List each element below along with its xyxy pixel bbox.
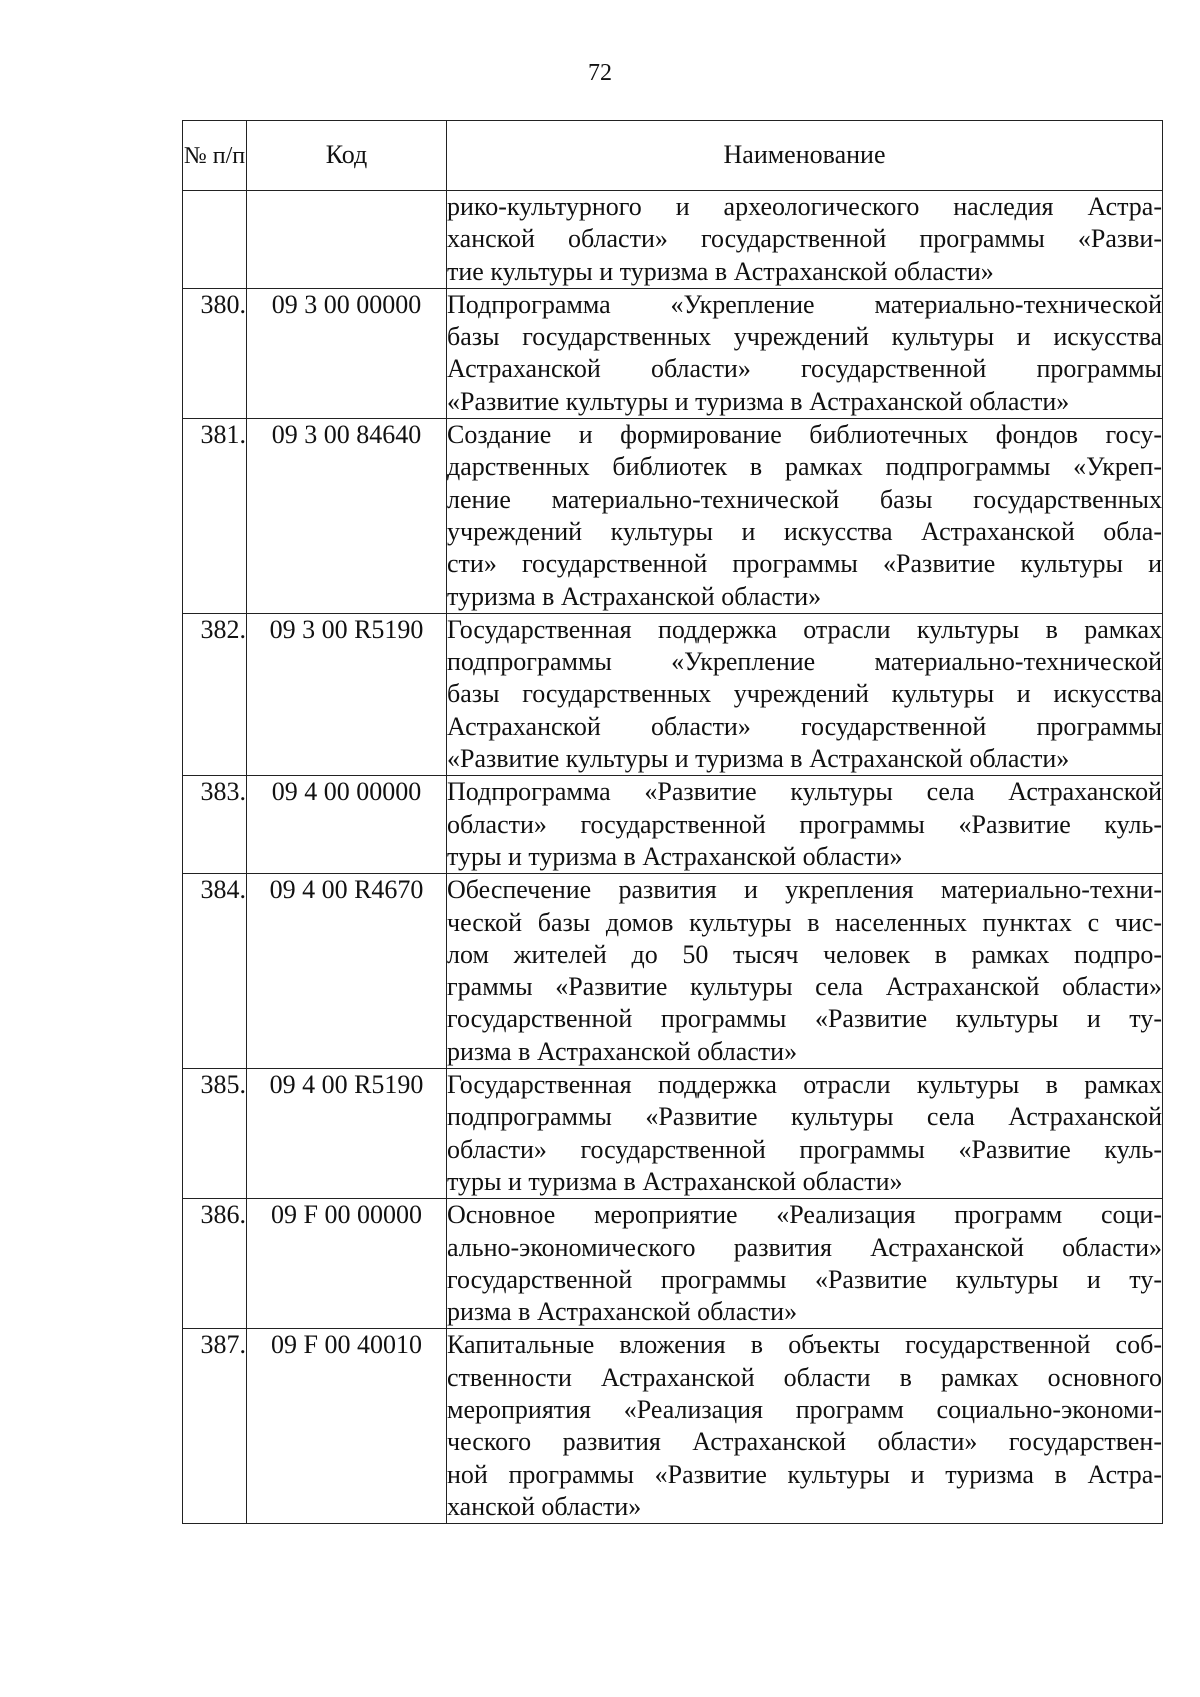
name-line: базы государственных учреждений культуры и искусства (447, 322, 1162, 352)
row-code: 09 3 00 00000 (247, 288, 447, 418)
row-code: 09 F 00 40010 (247, 1329, 447, 1524)
row-name (447, 874, 1163, 1069)
name-line: государственной программы «Развитие культуры и ту- (447, 1264, 1162, 1294)
name-line: тие культуры и туризма в Астраханской области» (447, 256, 994, 286)
name-line: области» государственной программы «Развитие куль- (447, 1134, 1162, 1164)
name-line: туризма в Астраханской области» (447, 581, 822, 611)
name-line: туры и туризма в Астраханской области» (447, 1166, 903, 1196)
name-line: ханской области» государственной программы «Разви- (447, 224, 1162, 254)
name-line: «Развитие культуры и туризма в Астраханской области» (447, 744, 1070, 774)
name-line: «Развитие культуры и туризма в Астраханской области» (447, 386, 1070, 416)
table-row (183, 1069, 1163, 1199)
row-code: 09 3 00 84640 (247, 419, 447, 614)
name-line: Капитальные вложения в объекты государственной соб- (447, 1330, 1162, 1360)
name-line: граммы «Развитие культуры села Астраханской области» (447, 972, 1162, 1002)
table-header (183, 121, 1163, 191)
header-name: Наименование (447, 121, 1163, 191)
row-number (183, 191, 247, 289)
row-name (447, 776, 1163, 874)
row-name (447, 288, 1163, 418)
name-line: Подпрограмма «Укрепление материально-технической (447, 289, 1162, 319)
row-code: 09 4 00 R5190 (247, 1069, 447, 1199)
budget-code-table (182, 120, 1163, 1524)
name-line: ризма в Астраханской области» (447, 1297, 798, 1327)
table-row (183, 419, 1163, 614)
row-code: 09 3 00 R5190 (247, 613, 447, 775)
header-number: № п/п (183, 121, 247, 191)
row-name (447, 191, 1163, 289)
name-line: Астраханской области» государственной программы (447, 711, 1162, 741)
name-line: базы государственных учреждений культуры и искусства (447, 679, 1162, 709)
header-code: Код (247, 121, 447, 191)
name-line: лом жителей до 50 тысяч человек в рамках подпро- (447, 939, 1162, 969)
name-line: туры и туризма в Астраханской области» (447, 841, 903, 871)
table-row (183, 191, 1163, 289)
name-line: Обеспечение развития и укрепления материально-техни- (447, 875, 1162, 905)
name-line: государственной программы «Развитие культуры и ту- (447, 1004, 1162, 1034)
table-row (183, 874, 1163, 1069)
name-line: ственности Астраханской области в рамках основного (447, 1362, 1162, 1392)
row-number: 380. (183, 288, 247, 418)
page-number: 72 (588, 60, 612, 86)
name-line: ческой базы домов культуры в населенных пунктах с чис- (447, 907, 1162, 937)
row-number: 382. (183, 613, 247, 775)
name-line: Государственная поддержка отрасли культуры в рамках (447, 1070, 1162, 1100)
name-line: ризма в Астраханской области» (447, 1036, 798, 1066)
name-line: Создание и формирование библиотечных фондов госу- (447, 420, 1162, 450)
row-number: 387. (183, 1329, 247, 1524)
row-number: 385. (183, 1069, 247, 1199)
row-name (447, 419, 1163, 614)
name-line: сти» государственной программы «Развитие культуры и (447, 549, 1162, 579)
name-line: подпрограммы «Укрепление материально-технической (447, 647, 1162, 677)
table-row (183, 776, 1163, 874)
row-code: 09 4 00 R4670 (247, 874, 447, 1069)
row-code: 09 F 00 00000 (247, 1199, 447, 1329)
name-line: ление материально-технической базы государственных (447, 484, 1162, 514)
name-line: рико-культурного и археологического наследия Астра- (447, 192, 1162, 221)
name-line: ческого развития Астраханской области» государствен- (447, 1427, 1162, 1457)
table-row (183, 1329, 1163, 1524)
name-line: ально-экономического развития Астраханской области» (447, 1232, 1162, 1262)
name-line: мероприятия «Реализация программ социально-экономи- (447, 1394, 1162, 1424)
name-line: Государственная поддержка отрасли культуры в рамках (447, 614, 1162, 644)
row-name (447, 1329, 1163, 1524)
table-row (183, 288, 1163, 418)
name-line: подпрограммы «Развитие культуры села Астраханской (447, 1102, 1162, 1132)
row-number: 384. (183, 874, 247, 1069)
table-row (183, 1199, 1163, 1329)
row-number: 381. (183, 419, 247, 614)
table-body (183, 191, 1163, 1524)
name-line: Основное мероприятие «Реализация программ соци- (447, 1200, 1162, 1230)
name-line: дарственных библиотек в рамках подпрограммы «Укреп- (447, 452, 1162, 482)
name-line: Подпрограмма «Развитие культуры села Астраханской (447, 777, 1162, 807)
name-line: Астраханской области» государственной программы (447, 354, 1162, 384)
name-line: учреждений культуры и искусства Астраханской обла- (447, 516, 1162, 546)
table-row (183, 613, 1163, 775)
name-line: ной программы «Развитие культуры и туризма в Астра- (447, 1459, 1162, 1489)
name-line: области» государственной программы «Развитие куль- (447, 809, 1162, 839)
row-code: 09 4 00 00000 (247, 776, 447, 874)
row-number: 386. (183, 1199, 247, 1329)
name-line: ханской области» (447, 1491, 642, 1521)
row-name (447, 1069, 1163, 1199)
row-name (447, 613, 1163, 775)
row-code (247, 191, 447, 289)
row-name (447, 1199, 1163, 1329)
row-number: 383. (183, 776, 247, 874)
